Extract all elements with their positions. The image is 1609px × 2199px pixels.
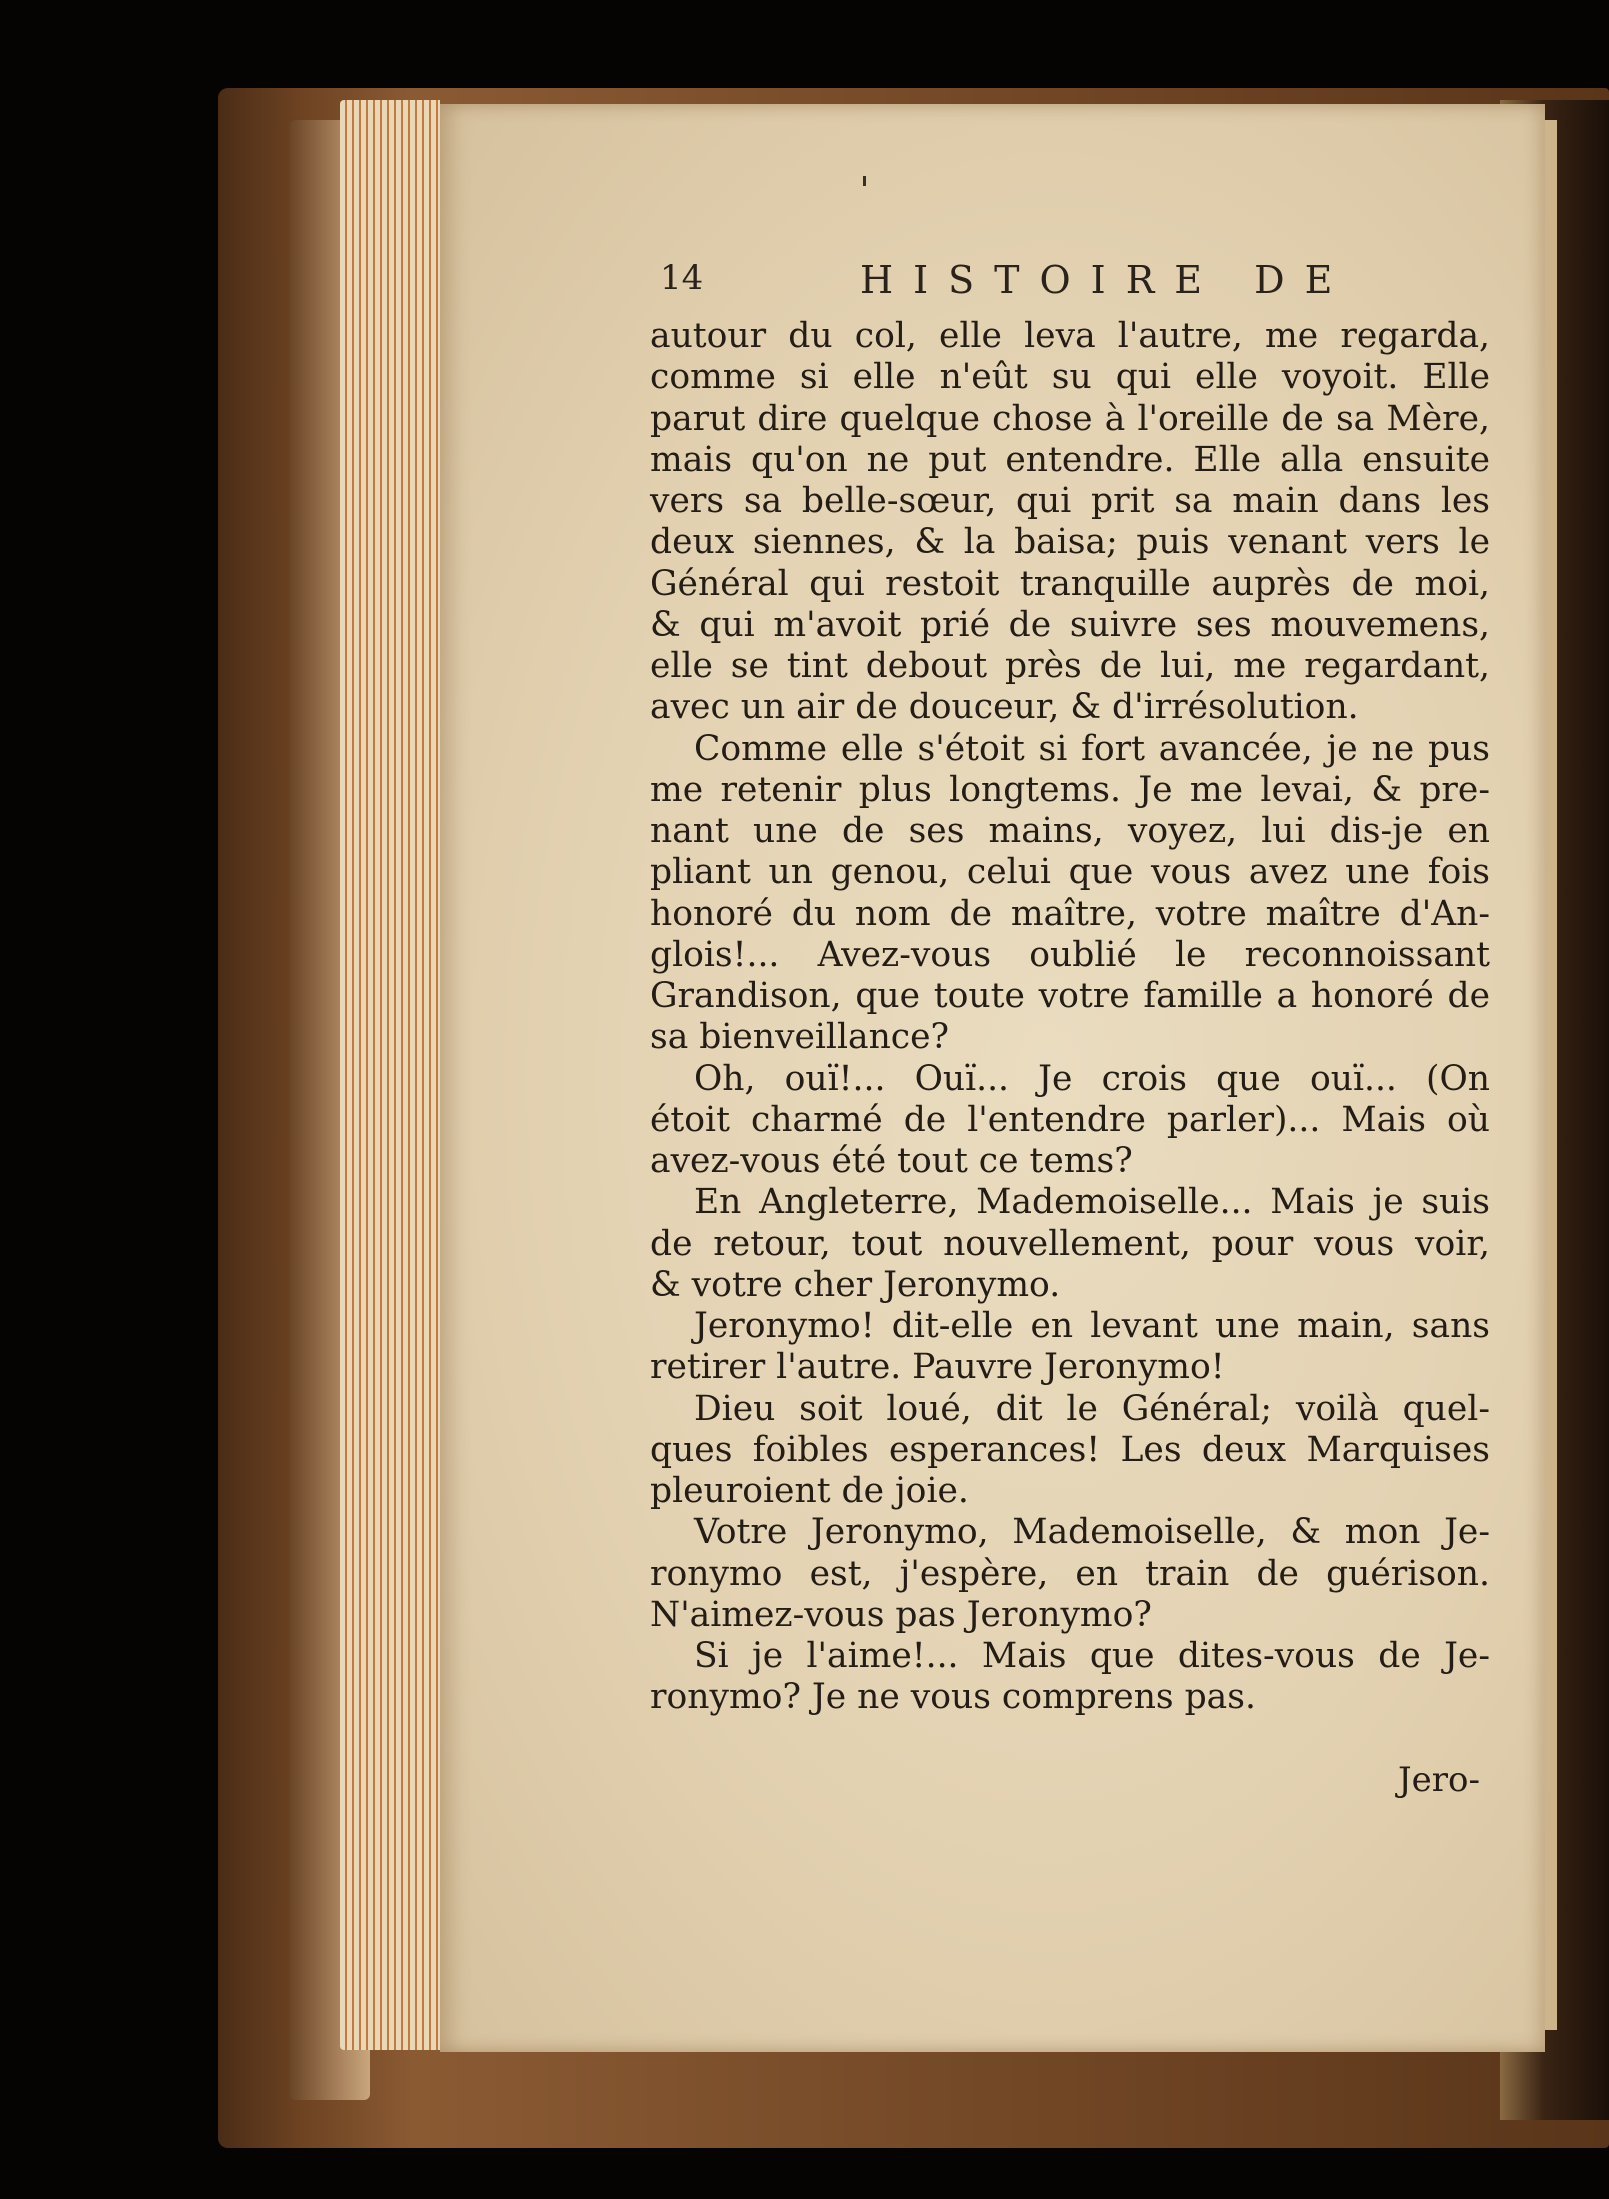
text-line: En Angleterre, Mademoiselle... Mais je suis xyxy=(694,1182,1490,1223)
text-line: sa bienveillance? xyxy=(650,1017,950,1058)
text-line: nant une de ses mains, voyez, lui dis-je en xyxy=(650,811,1490,851)
text-line: Oh, ouï!... Ouï... Je crois que ouï... (On xyxy=(694,1058,1490,1099)
text-line: Général qui restoit tranquille auprès de moi, xyxy=(650,563,1490,604)
page-number: 14 xyxy=(660,258,704,298)
body-text xyxy=(650,316,1490,1719)
text-line: comme si elle n'eût su qui elle voyoit. Elle xyxy=(650,357,1490,398)
catchword: Jero- xyxy=(1398,1760,1480,1800)
text-line: me retenir plus longtems. Je me levai, & pre- xyxy=(650,769,1490,810)
text-line: & votre cher Jeronymo. xyxy=(650,1264,1061,1305)
page-edges xyxy=(340,100,440,2050)
text-line: ronymo? Je ne vous comprens pas. xyxy=(650,1677,1256,1718)
text-line: pliant un genou, celui que vous avez une fois xyxy=(650,852,1490,893)
text-line: ques foibles esperances! Les deux Marquises xyxy=(650,1429,1490,1470)
text-line: elle se tint debout près de lui, me regardant, xyxy=(650,646,1490,686)
text-line: Si je l'aime!... Mais que dites-vous de Je- xyxy=(694,1636,1490,1676)
text-line: glois!... Avez-vous oublié le reconnoissant xyxy=(650,934,1490,975)
running-title: HISTOIRE DE xyxy=(860,258,1353,302)
ink-mark xyxy=(863,176,866,186)
text-line: Votre Jeronymo, Mademoiselle, & mon Je- xyxy=(694,1512,1490,1553)
page-right-edge xyxy=(1545,120,1557,2030)
text-line: autour du col, elle leva l'autre, me regarda, xyxy=(650,316,1490,356)
text-line: avec un air de douceur, & d'irrésolution. xyxy=(650,687,1359,728)
text-line: mais qu'on ne put entendre. Elle alla ensuite xyxy=(650,439,1490,480)
text-line: Comme elle s'étoit si fort avancée, je ne pus xyxy=(694,728,1490,769)
text-line: ronymo est, j'espère, en train de guérison. xyxy=(650,1553,1490,1594)
text-line: Dieu soit loué, dit le Général; voilà quel- xyxy=(694,1388,1490,1429)
text-line: étoit charmé de l'entendre parler)... Mais où xyxy=(650,1099,1490,1140)
text-line: honoré du nom de maître, votre maître d'An- xyxy=(650,893,1490,934)
text-line: pleuroient de joie. xyxy=(650,1471,969,1511)
text-line: retirer l'autre. Pauvre Jeronymo! xyxy=(650,1347,1225,1388)
text-line: N'aimez-vous pas Jeronymo? xyxy=(650,1594,1152,1635)
text-line: parut dire quelque chose à l'oreille de sa Mère, xyxy=(650,398,1490,439)
text-line: Jeronymo! dit-elle en levant une main, sans xyxy=(694,1306,1490,1346)
text-line: de retour, tout nouvellement, pour vous voir, xyxy=(650,1223,1490,1264)
text-line: Grandison, que toute votre famille a honoré de xyxy=(650,976,1490,1016)
text-line: vers sa belle-sœur, qui prit sa main dans les xyxy=(650,481,1490,521)
text-line: avez-vous été tout ce tems? xyxy=(650,1141,1133,1181)
text-line: & qui m'avoit prié de suivre ses mouvemens, xyxy=(650,604,1490,645)
running-head xyxy=(660,258,1460,308)
text-line: deux siennes, & la baisa; puis venant vers le xyxy=(650,522,1490,563)
